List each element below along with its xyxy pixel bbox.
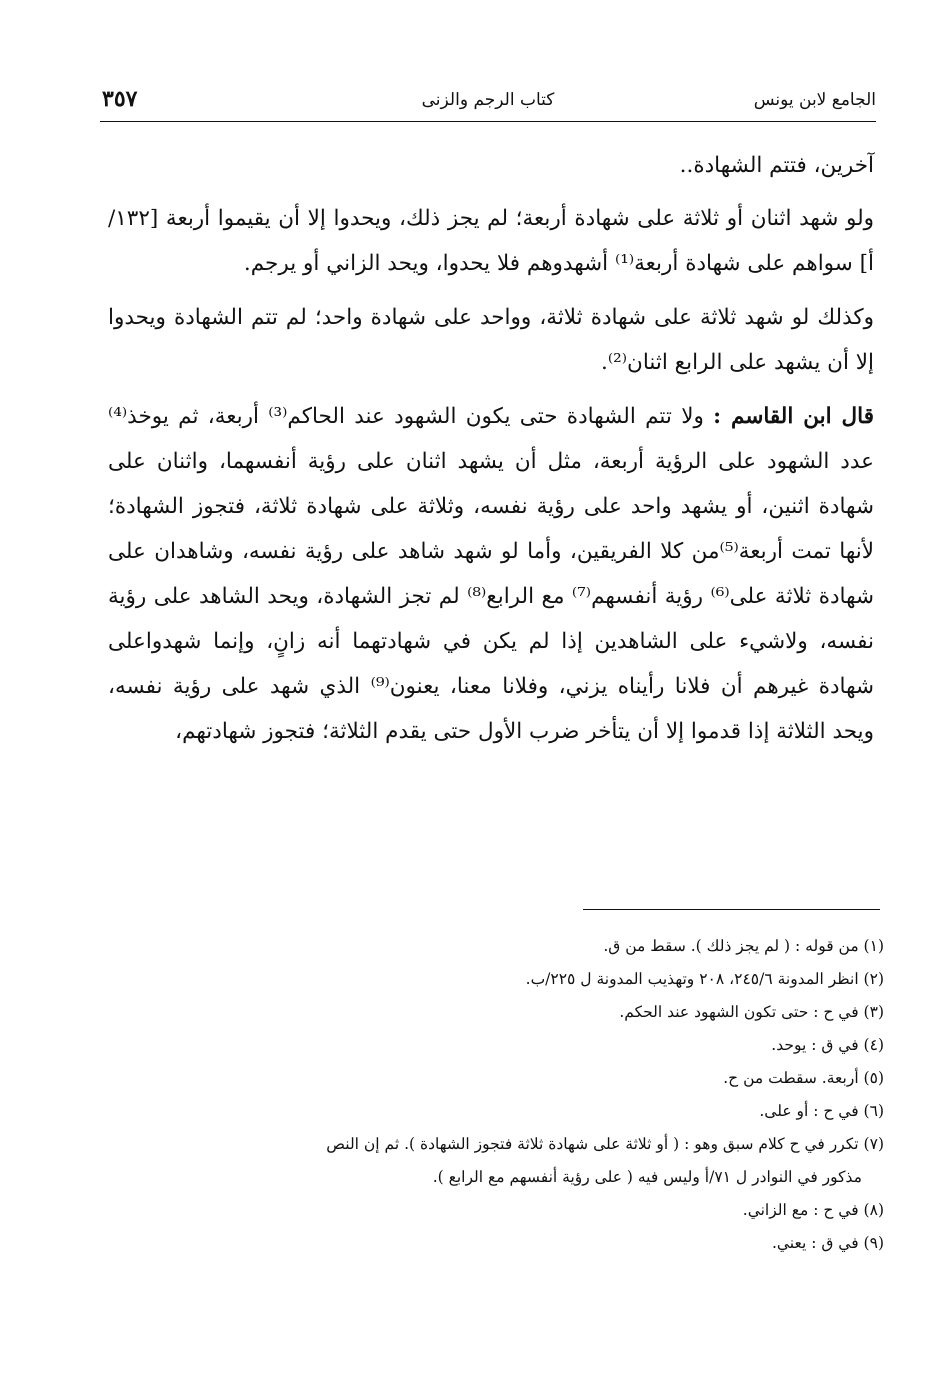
footnote-2: (٢) انظر المدونة ٢٤٥/٦، ٢٠٨ وتهذيب المدونة ل ٢٢٥/ب. [525, 970, 884, 988]
footnote-1: (١) من قوله : ( لم يجز ذلك ). سقط من ق. [603, 937, 884, 955]
page-number: ٣٥٧ [102, 86, 138, 112]
paragraph-3: وكذلك لو شهد ثلاثة على شهادة ثلاثة، وواحد على شهادة واحد؛ لم تتم الشهادة ويحدوا إلا أن يشهد على الرابع اثنان⁽²⁾. [108, 305, 874, 375]
paragraph-2: ولو شهد اثنان أو ثلاثة على شهادة أربعة؛ لم يجز ذلك، ويحدوا إلا أن يقيموا أربعة [١٣٢/أ] سواهم على شهادة أربعة⁽¹⁾ أشهدوهم فلا يحدوا، ويحد الزاني أو يرجم. [108, 206, 874, 276]
footnote-7-continuation: مذكور في النوادر ل ٧١/أ وليس فيه ( على رؤية أنفسهم مع الرابع ). [432, 1168, 862, 1186]
footnote-5: (٥) أربعة. سقطت من ح. [723, 1069, 884, 1087]
running-header [100, 88, 876, 120]
footnote-4: (٤) في ق : يوحد. [771, 1036, 884, 1054]
header-divider [100, 121, 876, 122]
footnote-6: (٦) في ح : أو على. [759, 1102, 884, 1120]
footnote-8: (٨) في ح : مع الزاني. [742, 1201, 884, 1219]
paragraph-1: آخرين، فتتم الشهادة.. [679, 153, 874, 178]
footnote-3: (٣) في ح : حتى تكون الشهود عند الحكم. [619, 1003, 884, 1021]
footnote-7: (٧) تكرر في ح كلام سبق وهو : ( أو ثلاثة على شهادة ثلاثة فتجوز الشهادة ). ثم إن النص [326, 1135, 884, 1153]
footnote-divider [583, 909, 880, 910]
header-book-title: الجامع لابن يونس [753, 90, 876, 110]
footnotes [116, 930, 884, 1260]
main-text [108, 143, 874, 763]
paragraph-4 [108, 394, 874, 754]
header-chapter-title: كتاب الرجم والزنى [421, 90, 555, 110]
paragraph-4-lead: قال ابن القاسم : [713, 404, 875, 429]
paragraph-4-text: ولا تتم الشهادة حتى يكون الشهود عند الحاكم⁽³⁾ أربعة، ثم يوخذ⁽⁴⁾ عدد الشهود على الرؤية أربعة، مثل أن يشهد اثنان على رؤية أنفسهما، واثنان على شهادة اثنين، أو يشهد واحد على رؤية نفسه، وثلاثة على شهادة ثلاثة، فتجوز الشهادة؛ لأنها تمت أربعة⁽⁵⁾من كلا الفريقين، وأما لو شهد شاهد على رؤية نفسه، وشاهدان على شهادة ثلاثة على⁽⁶⁾ رؤية أنفسهم⁽⁷⁾ مع الرابع⁽⁸⁾ لم تجز الشهادة، ويحد الشاهد على رؤية نفسه، ولاشيء على الشاهدين إذا لم يكن في شهادتهما أنه زانٍ، وإنما شهدواعلى شهادة غيرهم أن فلانا رأيناه يزني، وفلانا معنا، يعنون⁽⁹⁾ الذي شهد على رؤية نفسه، ويحد الثلاثة إذا قدموا إلا أن يتأخر ضرب الأول حتى يقدم الثلاثة؛ فتجوز شهادتهم، [108, 404, 875, 744]
footnote-9: (٩) في ق : يعني. [771, 1234, 884, 1252]
